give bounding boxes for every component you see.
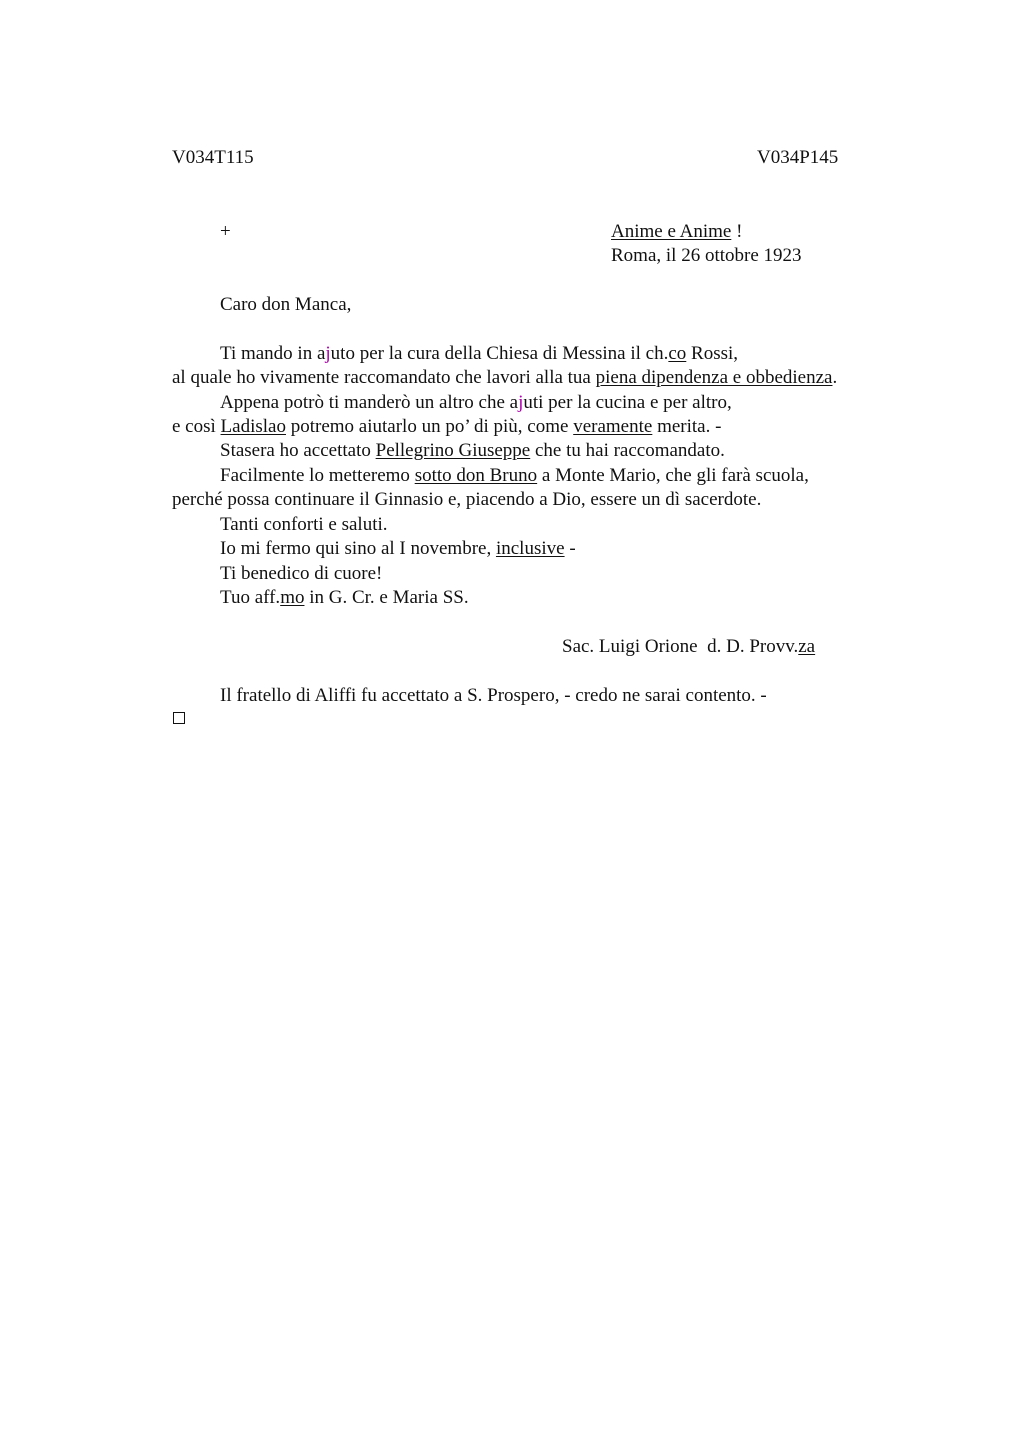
text-run: Io mi fermo qui sino al I novembre, (220, 538, 496, 559)
paragraph1-line1 (220, 343, 738, 365)
checkbox-square-icon (173, 712, 185, 724)
motto-underlined: Anime e Anime (611, 221, 732, 242)
underlined-text: piena dipendenza e obbedienza (595, 367, 833, 388)
underlined-text: Ladislao (220, 416, 286, 437)
paragraph4-line2: perché possa continuare il Ginnasio e, piacendo a Dio, essere un dì sacerdote. (172, 489, 762, 510)
salutation: Caro don Manca, (220, 294, 352, 315)
highlighted-letter: j (325, 343, 331, 364)
text-run: Facilmente lo metteremo (220, 465, 415, 486)
underlined-text: sotto don Bruno (414, 465, 538, 486)
text-run: Sac. Luigi Orione d. D. Provv. (562, 636, 799, 657)
text-run: Appena potrò ti manderò un altro che a (220, 392, 519, 413)
line-fermo (220, 538, 576, 560)
line-conforti: Tanti conforti e saluti. (220, 514, 388, 535)
header-left-code: V034T115 (172, 147, 254, 168)
text-run: e così (172, 416, 221, 437)
text-run: Ti mando in a (220, 343, 326, 364)
header-right-code: V034P145 (757, 147, 839, 168)
text-run: potremo aiutarlo un po’ di più, come (285, 416, 574, 437)
paragraph2-line1 (220, 392, 732, 414)
signature (562, 636, 815, 658)
motto-rest: ! (731, 221, 743, 242)
text-run: uto per la cura della Chiesa di Messina il ch. (330, 343, 669, 364)
text-run: Stasera ho accettato (220, 440, 376, 461)
paragraph3 (220, 440, 725, 462)
text-run: - (564, 538, 576, 559)
underlined-text: mo (280, 587, 305, 608)
underlined-text: za (798, 636, 816, 657)
text-run: a Monte Mario, che gli farà scuola, (537, 465, 809, 486)
paragraph4-line1 (220, 465, 809, 487)
underlined-text: veramente (573, 416, 653, 437)
line-benedico: Ti benedico di cuore! (220, 563, 383, 584)
postscript: Il fratello di Aliffi fu accettato a S. Prospero, - credo ne sarai contento. - (220, 685, 767, 706)
text-run: . (832, 367, 838, 388)
underlined-text: Pellegrino Giuseppe (375, 440, 531, 461)
text-run: Tuo aff. (220, 587, 281, 608)
text-run: in G. Cr. e Maria SS. (304, 587, 469, 608)
text-run: Rossi, (686, 343, 739, 364)
paragraph2-line2 (172, 416, 721, 438)
dateline: Roma, il 26 ottobre 1923 (611, 245, 802, 266)
cross-mark: + (220, 221, 231, 242)
text-run: al quale ho vivamente raccomandato che lavori alla tua (172, 367, 596, 388)
paragraph1-line2 (172, 367, 837, 389)
text-run: uti per la cucina e per altro, (523, 392, 732, 413)
motto (611, 221, 742, 243)
underlined-text: co (668, 343, 687, 364)
underlined-text: inclusive (495, 538, 565, 559)
text-run: che tu hai raccomandato. (530, 440, 725, 461)
highlighted-letter: j (518, 392, 524, 413)
text-run: merita. - (652, 416, 722, 437)
closing (220, 587, 469, 609)
